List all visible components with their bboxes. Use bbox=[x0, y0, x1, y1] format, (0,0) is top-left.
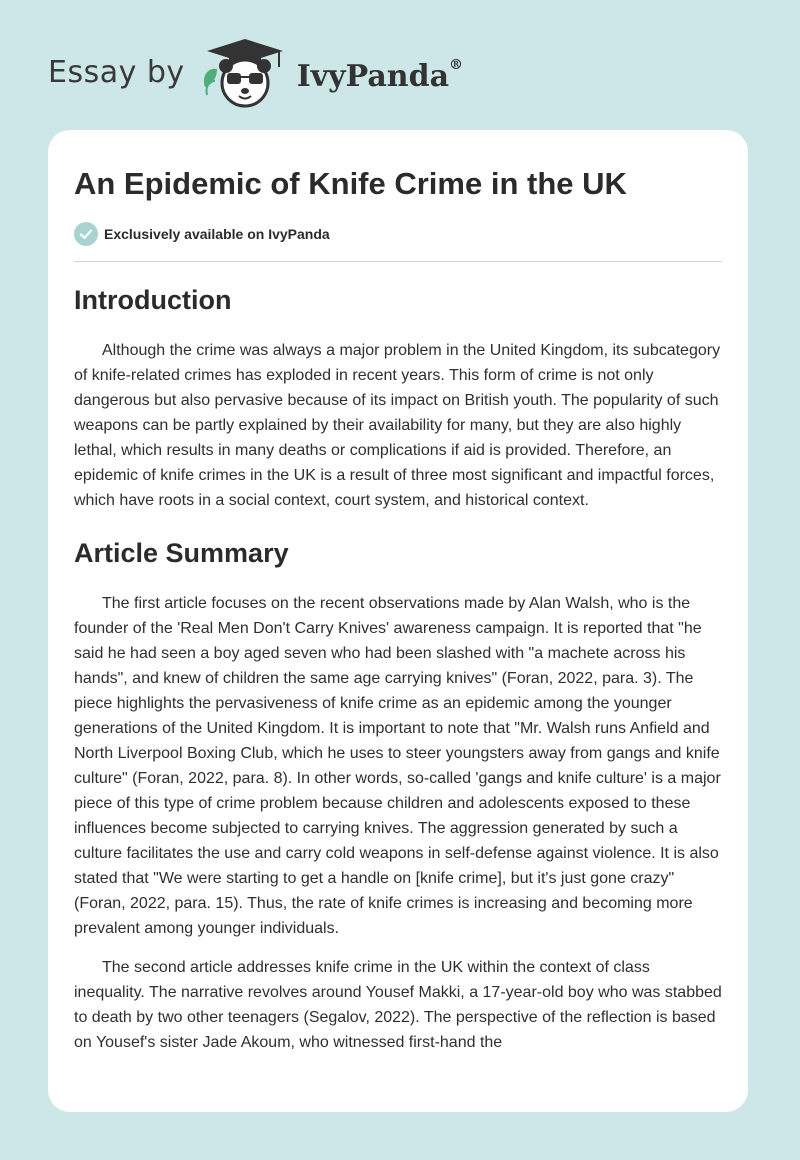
paragraph: The second article addresses knife crime in the UK within the context of class inequality. The narrative revolves around Yousef Makki, a 17-year-old boy who was stabbed to death by two other teenagers (Segalov, 2022). The perspective of the reflection is based on Yousef's sister Jade Akoum, who witnessed first-hand the bbox=[74, 959, 722, 1051]
site-header bbox=[48, 34, 463, 114]
page-title: An Epidemic of Knife Crime in the UK bbox=[74, 166, 627, 201]
essay-card bbox=[48, 130, 748, 1112]
section-article-summary bbox=[74, 533, 722, 1055]
brand-name[interactable] bbox=[296, 56, 464, 94]
check-circle-icon bbox=[74, 222, 98, 246]
title-divider bbox=[74, 261, 722, 262]
essay-body bbox=[74, 280, 722, 1069]
paragraph: The first article focuses on the recent observations made by Alan Walsh, who is the founder of the 'Real Men Don't Carry Knives' awareness campaign. It is reported that "he said he had seen a boy aged seven who had been slashed with "a machete across his hands", and knew of children the same age carrying knives" (Foran, 2022, para. 3). The piece highlights the pervasiveness of knife crime as an epidemic among the younger generations of the United Kingdom. It is important to note that "Mr. Walsh runs Anfield and North Liverpool Boxing Club, which he uses to steer youngsters away from gangs and knife culture" (Foran, 2022, para. 8). In other words, so-called 'gangs and knife culture' is a major piece of this type of crime problem because children and adolescents exposed to these influences become subjected to carrying knives. The aggression generated by such a culture facilitates the use and carry cold weapons in self-defense against violence. It is also stated that "We were starting to get a handle on [knife crime], but it's just gone crazy" (Foran, 2022, para. 15). Thus, the rate of knife crimes is increasing and becoming more prevalent among younger individuals. bbox=[74, 595, 721, 937]
essay-by-label: Essay by bbox=[48, 54, 185, 90]
exclusive-badge bbox=[74, 222, 330, 246]
section-introduction bbox=[74, 280, 722, 513]
brand-text: IvyPanda bbox=[296, 58, 450, 94]
registered-mark: ® bbox=[449, 56, 464, 73]
paragraph: Although the crime was always a major problem in the United Kingdom, its subcategory of knife-related crimes has exploded in recent years. This form of crime is not only dangerous but also pervasive because of its impact on British youth. The popularity of such weapons can be partly explained by their availability for many, but they are also highly lethal, which results in many deaths or complications if aid is provided. Therefore, an epidemic of knife crimes in the UK is a result of three most significant and impactful forces, which have roots in a social context, court system, and historical context. bbox=[74, 342, 721, 509]
section-heading: Article Summary bbox=[74, 538, 289, 568]
section-heading: Introduction bbox=[74, 285, 232, 315]
exclusive-badge-label: Exclusively available on IvyPanda bbox=[104, 226, 330, 242]
panda-logo-icon[interactable] bbox=[199, 35, 291, 114]
